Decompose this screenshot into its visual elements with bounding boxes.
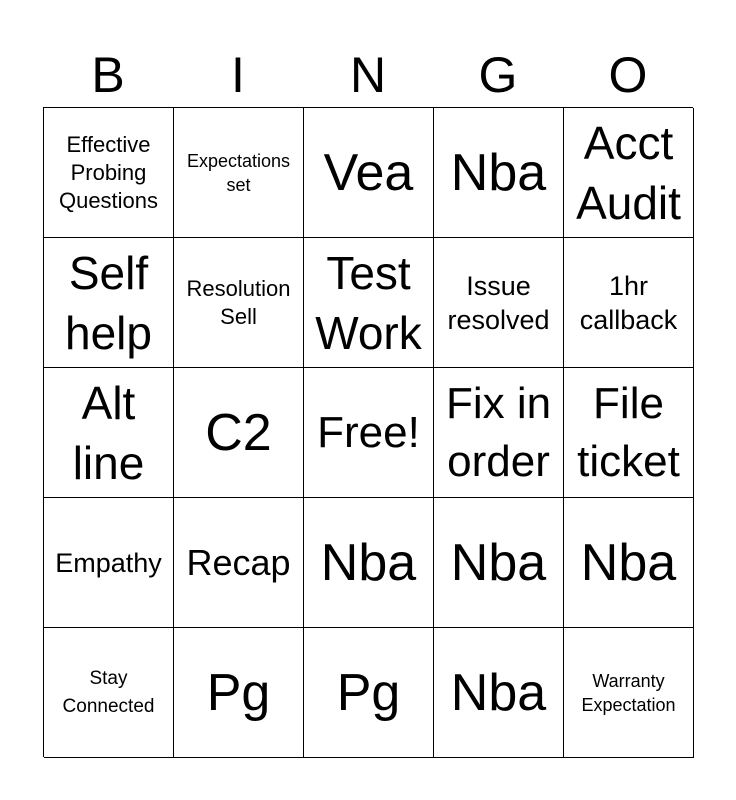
bingo-cell[interactable] [44,368,174,498]
bingo-cell[interactable] [564,628,694,758]
cell-text: Acct Audit [576,116,681,229]
bingo-cell[interactable] [564,368,694,498]
cell-text: Test Work [315,246,422,359]
cell-text: Fix in order [445,378,552,486]
cell-text: Expectations set [186,150,291,195]
cell-text: Recap [186,541,291,583]
cell-text: Free! [317,407,420,457]
bingo-cell[interactable] [304,628,434,758]
header-letter-n: N [349,47,387,103]
header-letter-g: G [478,47,518,103]
cell-text: Nba [450,143,547,202]
bingo-cell[interactable] [434,498,564,628]
header-letter-o: O [608,47,648,103]
bingo-cell[interactable] [434,628,564,758]
cell-text: Nba [580,533,677,592]
bingo-cell[interactable] [174,498,304,628]
bingo-cell[interactable] [564,108,694,238]
cell-text: 1hr callback [579,270,678,335]
cell-text: Warranty Expectation [581,670,676,715]
bingo-cell[interactable] [44,498,174,628]
header-letter-i: I [231,47,245,103]
cell-text: Pg [206,663,271,722]
header-letter-b: B [91,47,125,103]
bingo-cell[interactable] [174,108,304,238]
bingo-cell[interactable] [174,628,304,758]
bingo-cell[interactable] [44,628,174,758]
cell-text: Nba [320,533,417,592]
cell-text: Stay Connected [62,667,155,717]
cell-text: Alt line [72,376,145,489]
bingo-cell[interactable] [174,238,304,368]
bingo-cell[interactable] [304,498,434,628]
bingo-cell[interactable] [44,108,174,238]
cell-text: C2 [205,403,272,462]
cell-text: Effective Probing Questions [58,131,159,213]
bingo-cell[interactable] [564,498,694,628]
bingo-cell[interactable] [174,368,304,498]
bingo-cell[interactable] [304,238,434,368]
cell-text: Self help [65,246,152,359]
bingo-cell[interactable] [304,108,434,238]
bingo-cell[interactable] [44,238,174,368]
cell-text: Pg [336,663,401,722]
bingo-header [43,44,693,106]
cell-text: Empathy [55,547,162,578]
cell-text: Nba [450,533,547,592]
bingo-cell[interactable] [434,238,564,368]
cell-text: Nba [450,663,547,722]
bingo-cell[interactable] [564,238,694,368]
bingo-cell[interactable] [304,368,434,498]
cell-text: Vea [323,143,414,202]
bingo-cell[interactable] [434,368,564,498]
cell-text: Resolution Sell [186,275,291,329]
cell-text: File ticket [577,378,680,486]
bingo-cell[interactable] [434,108,564,238]
bingo-board [43,107,693,757]
cell-text: Issue resolved [447,270,550,335]
